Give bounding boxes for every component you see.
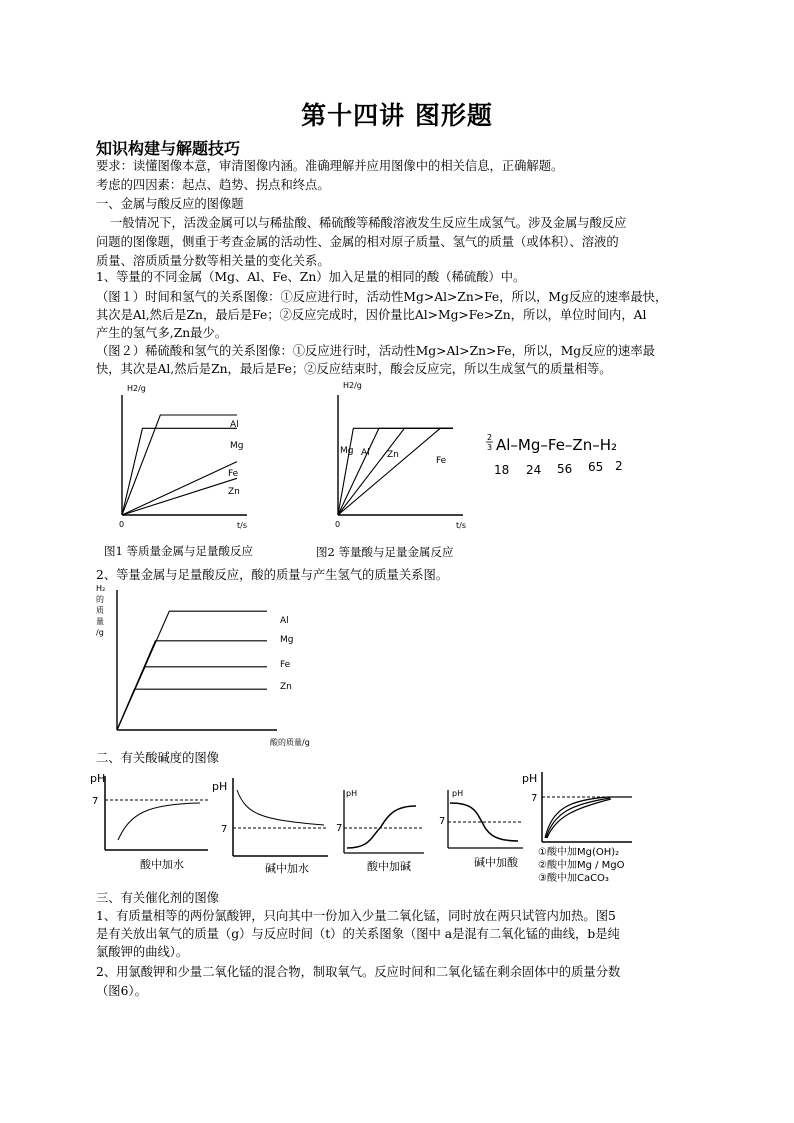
series-Mg-line — [117, 641, 267, 730]
origin-label: 0 — [335, 520, 341, 529]
series-Al-line — [122, 415, 237, 515]
formula-num-5: 2 — [615, 459, 623, 473]
series-Al-line — [338, 428, 453, 515]
y-axis-label: H2/g — [127, 384, 146, 393]
formula-num-4: 65 — [588, 460, 604, 474]
paragraph: 产生的氢气多,Zn最少。 — [96, 326, 228, 340]
svg-text:7: 7 — [439, 816, 446, 827]
figure-1-caption: 图1 等质量金属与足量酸反应 — [104, 544, 253, 558]
formula-num-2: 24 — [526, 463, 542, 477]
formula-coef-num: 2 — [487, 433, 493, 442]
paragraph: 是有关放出氧气的质量（g）与反应时间（t）的关系图象（图中 a是混有二氧化锰的曲线，b是纯 — [96, 927, 620, 941]
svg-text:7: 7 — [92, 796, 99, 807]
ph-caption-4: 碱中加酸 — [474, 856, 518, 869]
valence-ratio-formula — [484, 428, 644, 478]
series-Zn-line — [338, 428, 453, 515]
paragraph: 1、有质量相等的两份氯酸钾，只向其中一份加入少量二氧化锰，同时放在两只试管内加热。图5 — [96, 909, 616, 923]
paragraph: 二、有关酸碱度的图像 — [96, 751, 219, 765]
svg-text:7: 7 — [221, 824, 228, 835]
svg-text:pH: pH — [212, 780, 228, 793]
series-Al-label: Al — [361, 448, 370, 458]
y-axis-label-char: /g — [96, 628, 104, 637]
paragraph: 1、等量的不同金属（Mg、Al、Fe、Zn）加入足量的相同的酸（稀硫酸）中。 — [96, 270, 526, 284]
x-axis-label: t/s — [456, 521, 466, 530]
series-Mg-line — [122, 428, 237, 515]
formula-coef-den: 3 — [487, 443, 493, 452]
paragraph: 2、等量金属与足量酸反应，酸的质量与产生氢气的质量关系图。 — [96, 568, 449, 582]
paragraph: 其次是Al,然后是Zn，最后是Fe；②反应完成时，因价量比Al>Mg>Fe>Zn，所以，单位时间内，Al — [96, 308, 647, 322]
ph-chart-base-add-water — [212, 778, 328, 875]
series-Al-line — [117, 611, 267, 730]
svg-text:pH: pH — [522, 772, 538, 785]
figure-1-chart — [100, 380, 270, 530]
svg-text:pH: pH — [90, 772, 106, 785]
series-Fe-line — [117, 667, 267, 730]
figure-2-chart — [318, 380, 488, 530]
formula-chain: Al–Mg–Fe–Zn–H₂ — [496, 436, 618, 454]
section-heading: 知识构建与解题技巧 — [96, 139, 241, 158]
ph-charts — [90, 768, 650, 890]
series-Fe-label: Fe — [228, 469, 239, 479]
ph-caption-1: 酸中加水 — [140, 858, 184, 871]
paragraph: （图２）稀硫酸和氢气的关系图像：①反应进行时，活动性Mg>Al>Zn>Fe，所以，Mg反应的速率最 — [96, 344, 655, 358]
series-Fe-line — [338, 428, 453, 515]
paragraph: （图１）时间和氢气的关系图像：①反应进行时，活动性Mg>Al>Zn>Fe，所以，Mg反应的速率最快， — [96, 290, 668, 304]
paragraph: 考虑的四因素：起点、趋势、拐点和终点。 — [96, 178, 330, 192]
formula-num-3: 56 — [557, 462, 573, 476]
paragraph: 三、有关催化剂的图像 — [96, 891, 219, 905]
series-Mg-label: Mg — [280, 635, 294, 645]
y-axis-label-char: 质 — [96, 606, 104, 615]
svg-text:7: 7 — [336, 823, 343, 834]
series-Mg-label: Mg — [340, 446, 354, 456]
series-Zn-line — [117, 689, 267, 730]
paragraph: 氯酸钾的曲线）。 — [96, 945, 189, 959]
x-axis-label: 酸的质量/g — [270, 738, 310, 747]
series-Mg-label: Mg — [230, 441, 244, 451]
paragraph: 一般情况下，活泼金属可以与稀盐酸、稀硫酸等稀酸溶液发生反应生成氢气。涉及金属与酸反应 — [110, 216, 627, 230]
formula-num-1: 18 — [494, 463, 510, 477]
y-axis-label-char: 量 — [96, 617, 104, 626]
series-Fe-label: Fe — [436, 456, 447, 466]
acid-mass-h2-chart — [90, 585, 340, 750]
x-axis-label: t/s — [237, 521, 247, 530]
paragraph: 快，其次是Al,然后是Zn，最后是Fe；②反应结束时，酸会反应完，所以生成氢气的质量相等。 — [96, 362, 612, 376]
series-Zn-label: Zn — [280, 682, 292, 692]
paragraph: 一、金属与酸反应的图像题 — [96, 197, 244, 211]
ph-caption-5-3: ③酸中加CaCO₃ — [538, 873, 609, 884]
paragraph: 2、用氯酸钾和少量二氧化锰的混合物，制取氧气。反应时间和二氧化锰在剩余固体中的质量分数 — [96, 965, 621, 979]
ph-caption-2: 碱中加水 — [265, 862, 309, 875]
series-Zn-label: Zn — [228, 487, 240, 497]
series-Fe-label: Fe — [280, 660, 291, 670]
page-title: 第十四讲 图形题 — [301, 101, 493, 130]
series-Zn-label: Zn — [387, 450, 399, 460]
y-axis-label: H2/g — [343, 381, 362, 390]
ph-caption-3: 酸中加碱 — [367, 860, 411, 873]
series-Zn-line — [122, 478, 237, 515]
y-axis-label-char: H₂ — [96, 584, 106, 593]
paragraph: 问题的图像题，侧重于考查金属的活动性、金属的相对原子质量、氢气的质量（或体积）、溶液的 — [96, 235, 619, 249]
origin-label: 0 — [119, 520, 125, 529]
paragraph: 要求：读懂图像本意，审清图像内涵。准确理解并应用图像中的相关信息，正确解题。 — [96, 159, 564, 173]
ph-chart-acid-add-compounds — [522, 772, 632, 884]
y-axis-label-char: 的 — [96, 595, 104, 604]
svg-text:7: 7 — [531, 793, 538, 804]
ph-chart-acid-add-water — [90, 772, 208, 871]
svg-text:pH: pH — [346, 789, 358, 798]
series-Mg-line — [338, 428, 453, 515]
paragraph: （图6）。 — [96, 984, 147, 998]
ph-caption-5-2: ②酸中加Mg / MgO — [538, 860, 625, 871]
ph-chart-acid-add-base — [336, 789, 424, 873]
series-Al-label: Al — [280, 616, 289, 626]
paragraph: 质量、溶质质量分数等相关量的变化关系。 — [96, 254, 330, 268]
ph-chart-base-add-acid — [439, 789, 523, 869]
figure-2-caption: 图2 等量酸与足量金属反应 — [316, 545, 454, 559]
ph-caption-5-1: ①酸中加Mg(OH)₂ — [538, 847, 620, 858]
svg-text:pH: pH — [452, 789, 464, 798]
series-Al-label: Al — [230, 420, 239, 430]
